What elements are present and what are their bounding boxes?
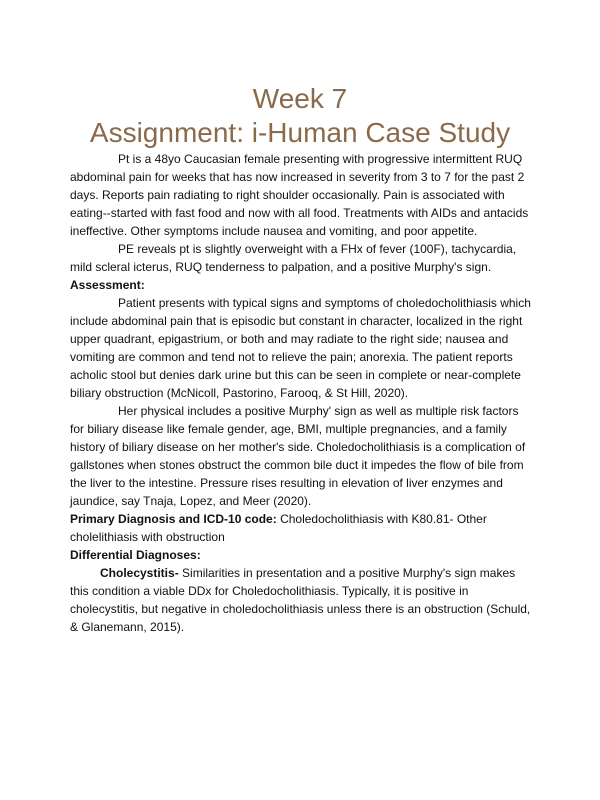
paragraph-physical-exam: PE reveals pt is slightly overweight with a FHx of fever (100F), tachycardia, mild scleral icterus, RUQ tenderness to palpation, and a positive Murphy's sign. — [70, 242, 517, 274]
paragraph-primary-diagnosis — [70, 510, 532, 546]
paragraph-cholecystitis — [70, 564, 532, 636]
primary-diagnosis-label: Primary Diagnosis and ICD-10 code: — [70, 512, 277, 526]
paragraph-assessment-2: Her physical includes a positive Murphy' sign as well as multiple risk factors for biliary disease like female gender, age, BMI, multiple pregnancies, and a family history of biliary disease on her mother's side. Choledocholithiasis is a complication of gallstones when stones obstruct the common bile duct it impedes the flow of bile from the liver to the intestine. Pressure rises resulting in elevation of liver enzymes and jaundice, say Tnaja, Lopez, and Meer (2020). — [70, 404, 526, 508]
cholecystitis-label: Cholecystitis- — [100, 566, 179, 580]
primary-diagnosis-text: Choledocholithiasis with K80.81- Other cholelithiasis with obstruction — [70, 512, 487, 544]
cholecystitis-text: Similarities in presentation and a positive Murphy's sign makes this condition a viable DDx for Choledocholithiasis. Typically, it is positive in cholecystitis, but negative in choledocholithiasis unless there is an obstruction (Schuld, & Glanemann, 2015). — [70, 566, 531, 634]
title-assignment: Assignment: i-Human Case Study — [89, 117, 511, 148]
document-body — [70, 150, 532, 636]
paragraph-assessment-1: Patient presents with typical signs and symptoms of choledocholithiasis which include abdominal pain that is episodic but constant in character, localized in the right upper quadrant, epigastrium, or both and may radiate to the right side; nausea and vomiting are common and tend not to relieve the pain; anorexia. The patient reports acholic stool but denies dark urine but this can be seen in complete or near-complete biliary obstruction (McNicoll, Pastorino, Farooq, & St Hill, 2020). — [70, 296, 531, 400]
title-week: Week 7 — [252, 83, 348, 114]
paragraph-intro: Pt is a 48yo Caucasian female presenting with progressive intermittent RUQ abdominal pain for weeks that has now increased in severity from 3 to 7 for the past 2 days. Reports pain radiating to right shoulder occasionally. Pain is associated with eating--started with fast food and now with all food. Treatments with AIDs and antacids ineffective. Other symptoms include nausea and vomiting, and poor appetite. — [70, 152, 529, 238]
heading-assessment: Assessment: — [70, 278, 145, 292]
heading-differential-diagnoses: Differential Diagnoses: — [70, 548, 201, 562]
